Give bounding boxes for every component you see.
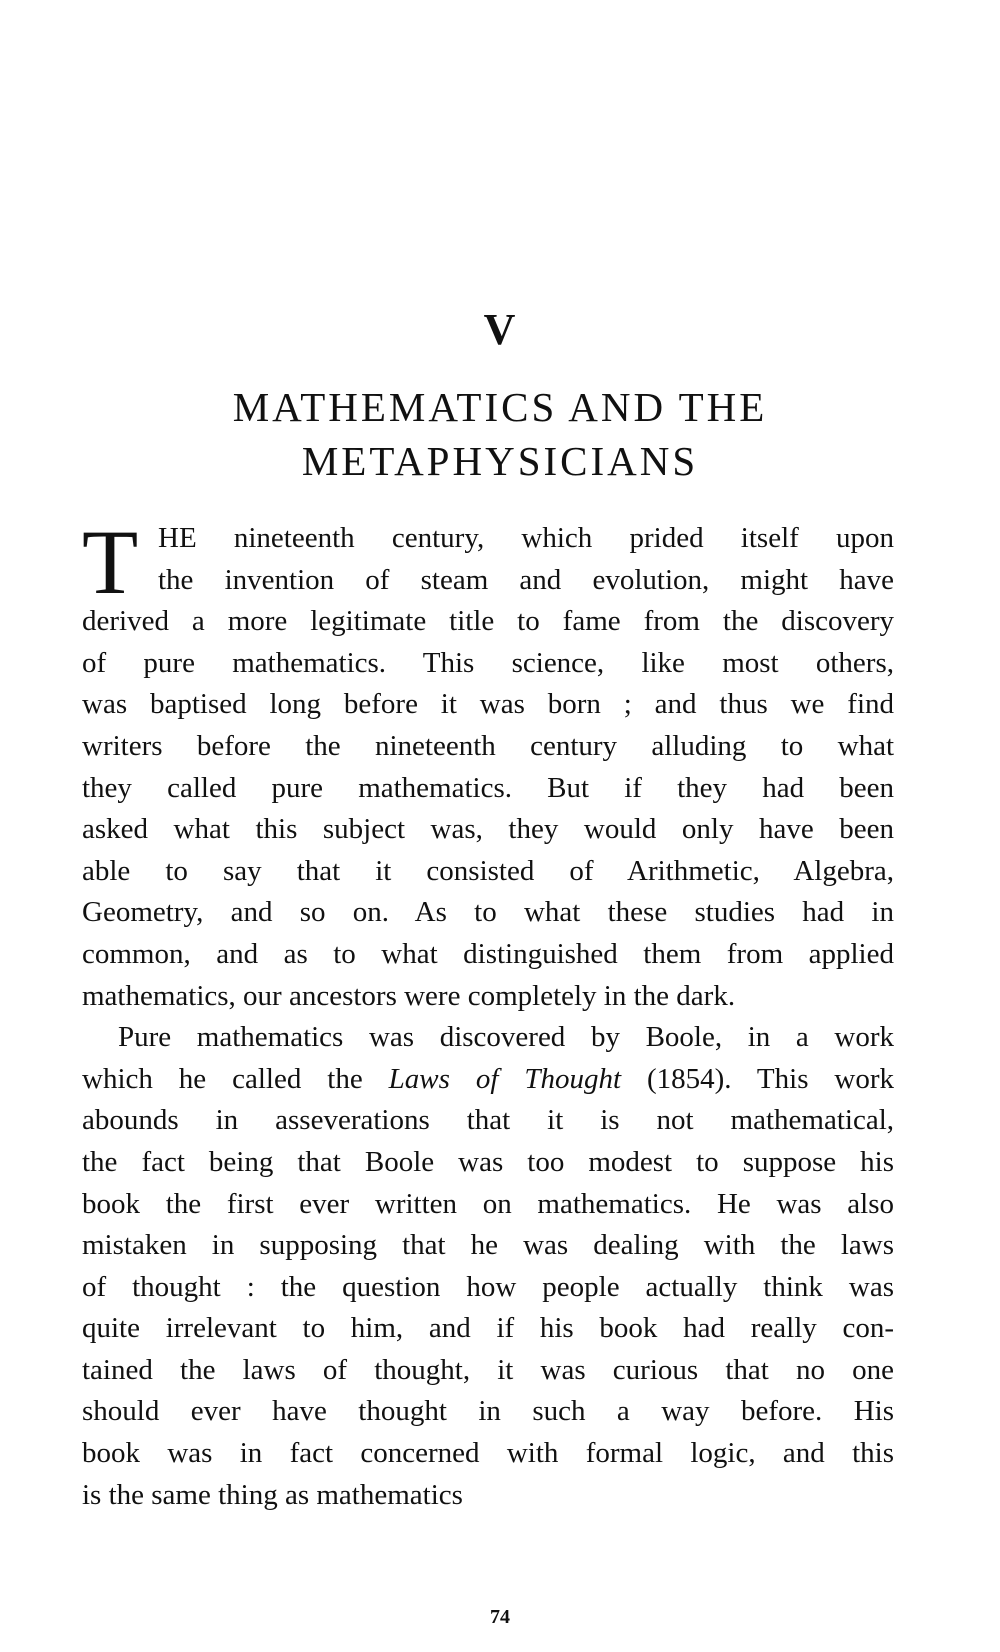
- paragraph-line: is the same thing as mathematics: [82, 1478, 463, 1511]
- paragraph-line: should ever have thought in such a way before. His: [82, 1395, 894, 1428]
- paragraph-line: book was in fact concerned with formal logic, and this: [82, 1437, 894, 1470]
- paragraph-line: quite irrelevant to him, and if his book had really con-: [82, 1312, 894, 1345]
- book-title: Laws of Thought: [388, 1062, 622, 1095]
- paragraph-line: the invention of steam and evolution, might have: [158, 563, 894, 596]
- paragraph-line: common, and as to what distinguished them from applied: [82, 937, 894, 970]
- paragraph-line: HE nineteenth century, which prided itself upon: [158, 522, 894, 554]
- paragraph-line: Geometry, and so on. As to what these studies had in: [82, 896, 894, 929]
- paragraph-line: was baptised long before it was born ; and thus we find: [82, 688, 894, 721]
- chapter-title: [0, 380, 1000, 488]
- chapter-title-line-1: MATHEMATICS AND THE: [232, 384, 768, 430]
- paragraph-2: [82, 1017, 894, 1516]
- paragraph-line: mistaken in supposing that he was dealing with the laws: [82, 1229, 894, 1262]
- text-run: which he called the: [82, 1062, 389, 1095]
- chapter-title-line-2: METAPHYSICIANS: [301, 438, 699, 484]
- body-text: [82, 511, 895, 1516]
- paragraph-1: [82, 511, 894, 1017]
- paragraph-line: asked what this subject was, they would only have been: [82, 813, 894, 846]
- paragraph-line: of thought : the question how people actually think was: [82, 1270, 894, 1303]
- paragraph-line: tained the laws of thought, it was curious that no one: [82, 1353, 894, 1386]
- paragraph-line: [82, 1059, 894, 1101]
- page-number: 74: [490, 1606, 510, 1628]
- paragraph-line: writers before the nineteenth century alluding to what: [82, 729, 894, 762]
- paragraph-line: of pure mathematics. This science, like most others,: [82, 646, 894, 679]
- paragraph-line: able to say that it consisted of Arithmetic, Algebra,: [82, 854, 894, 887]
- drop-cap: T: [82, 511, 139, 613]
- paragraph-line: they called pure mathematics. But if they had been: [82, 771, 894, 804]
- paragraph-line: derived a more legitimate title to fame from the discovery: [82, 605, 894, 638]
- paragraph-line: abounds in asseverations that it is not mathematical,: [82, 1104, 894, 1137]
- paragraph-line: Pure mathematics was discovered by Boole, in a work: [118, 1021, 894, 1054]
- paragraph-line: book the first ever written on mathematics. He was also: [82, 1187, 894, 1220]
- paragraph-line: the fact being that Boole was too modest to suppose his: [82, 1145, 894, 1178]
- paragraph-line: mathematics, our ancestors were completely in the dark.: [82, 979, 736, 1012]
- chapter-number: V: [483, 305, 517, 354]
- text-run: (1854). This work: [621, 1062, 895, 1095]
